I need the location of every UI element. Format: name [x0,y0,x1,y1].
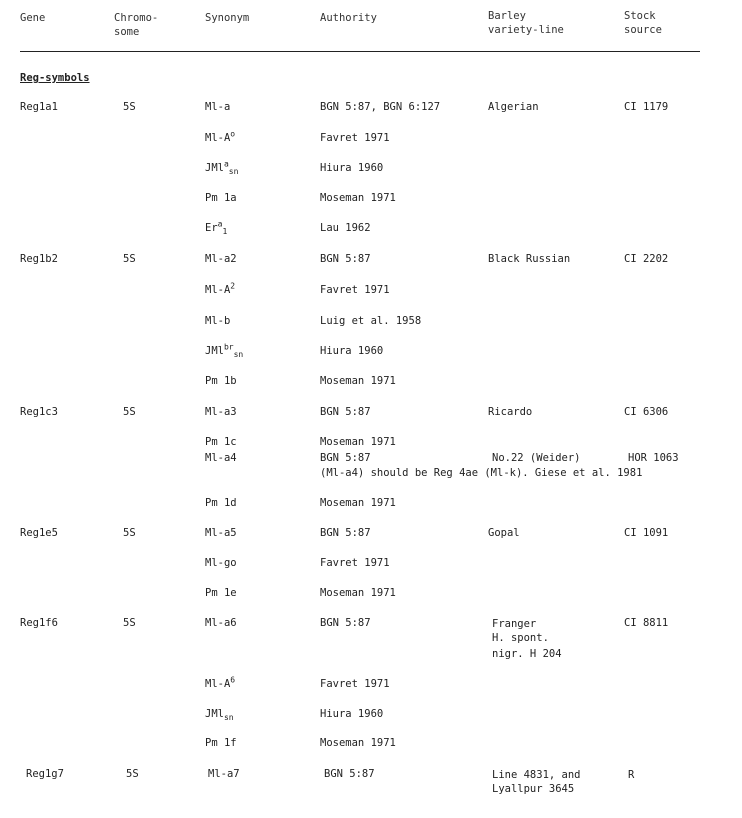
gene-variety-line2: Lyallpur 3645 [492,783,575,795]
gene-variety-line1: Line 4831, and [492,769,581,781]
synonym: Ml-a5 [205,527,237,539]
authority: Luig et al. 1958 [320,315,422,327]
synonym: Ml-a7 [208,768,240,780]
gene-variety: Black Russian [488,253,571,265]
synonym: Ml-a [205,101,231,113]
authority: Favret 1971 [320,678,390,690]
authority: Favret 1971 [320,284,390,296]
gene-stock: CI 2202 [624,253,669,265]
header-variety-line2: variety-line [488,24,564,36]
authority: Moseman 1971 [320,436,396,448]
gene-name: Reg1b2 [20,253,58,265]
gene-chromosome: 5S [123,406,136,418]
authority: Moseman 1971 [320,192,396,204]
gene-stock: CI 1179 [624,101,669,113]
synonym-stock: HOR 1063 [628,452,679,464]
authority: Moseman 1971 [320,737,396,749]
gene-stock: CI 1091 [624,527,669,539]
header-rule [20,51,700,52]
header-chromosome-line2: some [114,26,140,38]
synonym: JMl$_{sn}$ [205,708,234,723]
synonym: Ml-a3 [205,406,237,418]
synonym: $Er^a_1$ [205,219,228,237]
gene-chromosome: 5S [123,617,136,629]
gene-stock: R [628,769,635,781]
gene-chromosome: 5S [123,101,136,113]
gene-stock: CI 8811 [624,617,669,629]
authority: BGN 5:87 [320,406,371,418]
authority: BGN 5:87 [324,768,375,780]
authority: BGN 5:87 [320,617,371,629]
synonym: JMl$^a_{sn}$ [205,159,239,177]
synonym: JMl$^{br}_{sn}$ [205,342,244,360]
synonym: Ml-a4 [205,452,237,464]
authority: Hiura 1960 [320,708,384,720]
synonym: Pm 1a [205,192,237,204]
synonym: $Ml-A^6$ [205,675,236,690]
gene-name: Reg1a1 [20,101,58,113]
authority: Hiura 1960 [320,162,384,174]
gene-variety-line1: Franger [492,618,537,630]
authority: Moseman 1971 [320,375,396,387]
synonym: $Ml-A^2$ [205,281,236,296]
gene-variety: Gopal [488,527,520,539]
synonym: Ml-go [205,557,237,569]
header-synonym: Synonym [205,12,250,24]
synonym-variety: No.22 (Weider) [492,452,581,464]
authority: BGN 5:87, BGN 6:127 [320,101,441,113]
synonym: Ml-a2 [205,253,237,265]
authority: Moseman 1971 [320,587,396,599]
synonym: $Ml-A^o$ [205,129,236,144]
gene-variety-line3: nigr. H 204 [492,648,562,660]
authority: Lau 1962 [320,222,371,234]
synonym: Ml-a6 [205,617,237,629]
header-chromosome-line1: Chromo- [114,12,159,24]
authority: Moseman 1971 [320,497,396,509]
synonym: Pm 1d [205,497,237,509]
gene-name: Reg1g7 [26,768,64,780]
gene-name: Reg1e5 [20,527,58,539]
authority: Favret 1971 [320,132,390,144]
gene-name: Reg1f6 [20,617,58,629]
header-gene: Gene [20,12,46,24]
synonym: Ml-b [205,315,231,327]
header-stock-line2: source [624,24,662,36]
gene-chromosome: 5S [126,768,139,780]
synonym: Pm 1e [205,587,237,599]
gene-variety-line2: H. spont. [492,632,549,644]
synonym: Pm 1f [205,737,237,749]
authority: Favret 1971 [320,557,390,569]
authority: BGN 5:87 [320,253,371,265]
authority: BGN 5:87 [320,527,371,539]
gene-stock: CI 6306 [624,406,669,418]
header-stock-line1: Stock [624,10,656,22]
synonym: Pm 1c [205,436,237,448]
authority: Hiura 1960 [320,345,384,357]
gene-variety: Ricardo [488,406,533,418]
gene-chromosome: 5S [123,527,136,539]
note: (Ml-a4) should be Reg 4ae (Ml-k). Giese et al. 1981 [320,467,643,479]
synonym: Pm 1b [205,375,237,387]
header-authority: Authority [320,12,377,24]
gene-chromosome: 5S [123,253,136,265]
gene-variety: Algerian [488,101,539,113]
gene-name: Reg1c3 [20,406,58,418]
authority: BGN 5:87 [320,452,371,464]
section-title: Reg-symbols [20,72,90,84]
header-variety-line1: Barley [488,10,526,22]
